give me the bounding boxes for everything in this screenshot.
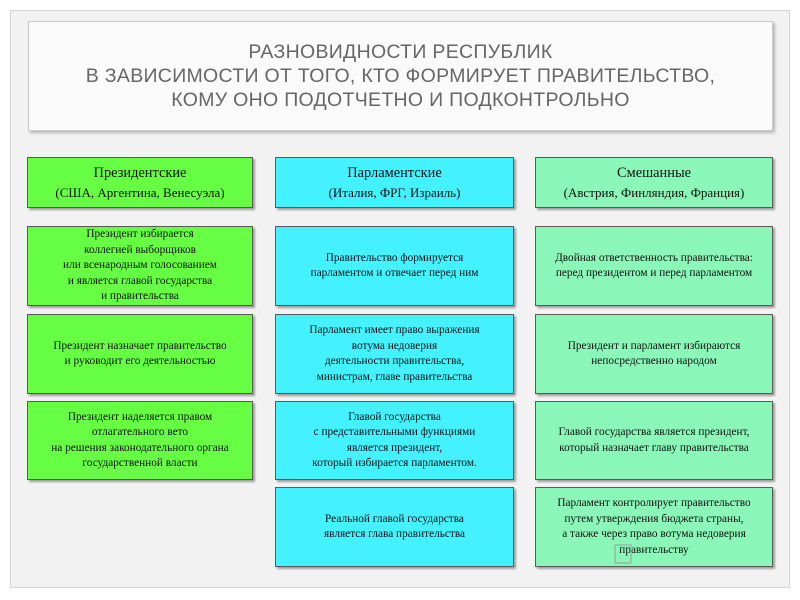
mixed-name: Смешанные bbox=[616, 164, 692, 181]
feature-line: отлагательного вето bbox=[91, 426, 189, 438]
feature-line: или всенародным голосованием bbox=[63, 259, 217, 272]
feature-line: коллегией выборщиков bbox=[84, 243, 196, 256]
title-line-2: В ЗАВИСИМОСТИ ОТ ТОГО, КТО ФОРМИРУЕТ ПРАВИТЕЛЬСТВО, bbox=[85, 65, 716, 87]
feature-line: является президент, bbox=[346, 441, 443, 454]
feature-line: Президент избирается bbox=[86, 228, 194, 241]
feature-line: является глава правительства bbox=[323, 528, 466, 540]
parliamentary-feature-3 bbox=[275, 401, 514, 480]
parliamentary-feature-1 bbox=[275, 226, 514, 306]
watermark-icon bbox=[614, 544, 632, 564]
feature-line: и правительства bbox=[101, 290, 179, 303]
feature-line: и является главой государства bbox=[67, 274, 213, 287]
title-line-3: КОМУ ОНО ПОДОТЧЕТНО И ПОДКОНТРОЛЬНО bbox=[171, 89, 630, 111]
mixed-feature-1 bbox=[535, 226, 773, 306]
feature-line: вотума недоверия bbox=[351, 339, 438, 352]
parliamentary-examples: (Италия, ФРГ, Израиль) bbox=[328, 184, 461, 200]
feature-line: Главой государства является президент, bbox=[558, 426, 750, 438]
presidential-header bbox=[27, 157, 253, 208]
feature-line: Правительство формируется bbox=[325, 251, 464, 264]
mixed-feature-4 bbox=[535, 487, 773, 567]
parliamentary-header bbox=[275, 157, 514, 208]
parliamentary-name: Парламентские bbox=[347, 164, 442, 181]
mixed-examples: (Австрия, Финляндия, Франция) bbox=[563, 184, 745, 200]
feature-line: парламентом и отвечает перед ним bbox=[310, 267, 479, 279]
feature-line: Президент наделяется правом bbox=[67, 410, 213, 423]
feature-line: на решения законодательного органа bbox=[51, 441, 229, 454]
feature-line: перед президентом и перед парламентом bbox=[555, 267, 753, 279]
feature-line: с представительными функциями bbox=[313, 426, 476, 438]
feature-line: государственной власти bbox=[82, 457, 198, 469]
feature-line: путем утверждения бюджета страны, bbox=[564, 512, 744, 525]
feature-line: Реальной главой государства bbox=[325, 512, 464, 525]
feature-line: правительству bbox=[619, 543, 689, 556]
parliamentary-feature-4 bbox=[275, 487, 514, 567]
feature-line: Двойная ответственность правительства: bbox=[555, 251, 753, 264]
feature-line: Парламент контролирует правительство bbox=[557, 497, 751, 509]
mixed-header bbox=[535, 157, 773, 208]
presidential-feature-2 bbox=[27, 314, 253, 394]
presidential-examples: (США, Аргентина, Венесуэла) bbox=[55, 184, 225, 200]
feature-line: и руководит его деятельностью bbox=[64, 355, 216, 367]
feature-line: министрам, главе правительства bbox=[316, 370, 473, 383]
feature-line: который избирается парламентом. bbox=[312, 457, 477, 469]
feature-line: Парламент имеет право выражения bbox=[309, 324, 480, 336]
feature-line: Президент и парламент избираются bbox=[567, 339, 741, 352]
presidential-name: Президентские bbox=[93, 164, 187, 181]
feature-line: Президент назначает правительство bbox=[53, 339, 227, 352]
title-line-1: РАЗНОВИДНОСТИ РЕСПУБЛИК bbox=[248, 41, 553, 63]
presidential-feature-1 bbox=[27, 226, 253, 306]
mixed-feature-2 bbox=[535, 314, 773, 394]
feature-line: непосредственно народом bbox=[591, 355, 717, 367]
feature-line: который назначает главу правительства bbox=[559, 441, 749, 454]
slide-title bbox=[28, 21, 773, 131]
parliamentary-feature-2 bbox=[275, 314, 514, 394]
mixed-feature-3 bbox=[535, 401, 773, 480]
feature-line: Главой государства bbox=[348, 410, 441, 423]
feature-line: деятельности правительства, bbox=[324, 355, 465, 367]
presidential-feature-3 bbox=[27, 401, 253, 480]
feature-line: а также через право вотума недоверия bbox=[562, 528, 746, 540]
